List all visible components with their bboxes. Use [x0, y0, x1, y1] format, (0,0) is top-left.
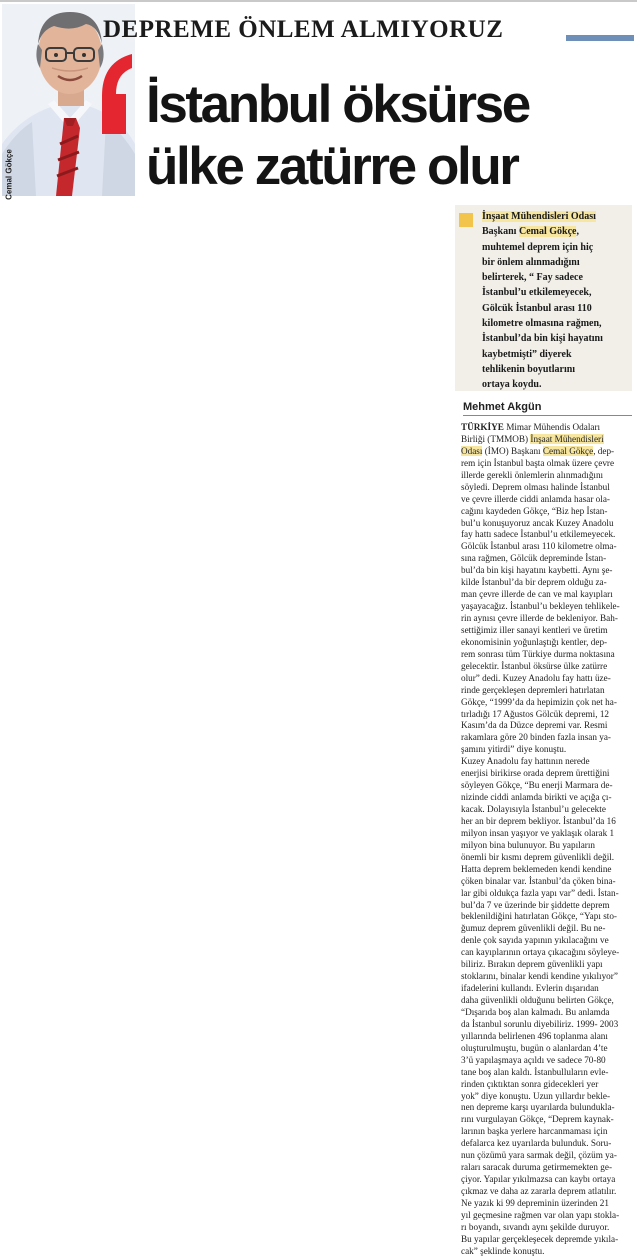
- summary-lines: [482, 240, 628, 393]
- headline: [146, 74, 636, 198]
- summary-line: Gölcük İstanbul arası 110: [482, 302, 592, 314]
- body-line: rinde gerçekleşen depremleri hatırlatan: [461, 684, 605, 695]
- body-line: tırladığı 17 Ağustos Gölcük depremi, 12: [461, 708, 610, 719]
- summary-line: kilometre olmasına rağmen,: [482, 318, 602, 330]
- body-line: man çevre illerde de can ve mal kayıpları: [461, 589, 613, 600]
- body-line: rakamlara göre 20 binden fazla insan ya-: [461, 732, 611, 743]
- body-line: Bu yapılar gerçekleşecek depremde yıkıla-: [461, 1233, 619, 1244]
- body-line: Odası (İMO) Başkanı Cemal Gökçe, dep-: [461, 445, 615, 456]
- body-line: denle çok sayıda yapının yıkılacağını ve: [461, 935, 609, 946]
- body-lines: [461, 458, 631, 1258]
- body-line: rem için İstanbul başta olmak üzere çevre: [461, 457, 615, 468]
- body-line: enerjisi birikirse orada deprem ürettiğini: [461, 768, 610, 779]
- body-line: rı boyandı, sıvandı aynı şekilde duruyor.: [461, 1221, 610, 1232]
- body-line: Gölcük İstanbul arası 110 kilometre olma-: [461, 541, 617, 552]
- summary-line: muhtemel deprem için hiç: [482, 241, 594, 253]
- body-line: da İstanbul sorunlu diyebiliriz. 1999- 2003: [461, 1018, 619, 1029]
- body-line: önemli bir kısmı deprem güvenlikli değil.: [461, 851, 615, 862]
- body-line: olur” dedi. Kuzey Anadolu fay hattı üze-: [461, 672, 611, 683]
- body-line: rinden çıktıktan sonra gidecekleri yer: [461, 1078, 599, 1089]
- body-line: nen depreme karşı uyarılarda bulundukla-: [461, 1102, 615, 1113]
- body-line: settiğimiz iller sanayi kentleri ve üretim: [461, 624, 608, 635]
- body-line: oluşturulmuştu, bugün o alanlardan 4’te: [461, 1042, 608, 1053]
- body-line: cağını kaydeden Gökçe, “Biz hep İstan-: [461, 505, 608, 516]
- body-line: milyon insan yaşıyor ve yaklaşık olarak 1: [461, 827, 615, 838]
- summary-line: kaybetmişti” diyerek: [482, 348, 572, 360]
- photo-credit: Cemal Gökçe: [4, 149, 14, 200]
- body-line: yaşayacağız. İstanbul’u bekleyen tehlikele-: [461, 601, 620, 612]
- kicker-title: DEPREME ÖNLEM ALMIYORUZ: [103, 16, 504, 43]
- body-line: tane boş alan kaldı. İstanbulluların evle-: [461, 1066, 609, 1077]
- body-line: kacak. Dolayısıyla İstanbul’u gelecekte: [461, 804, 606, 814]
- body-line: bul’da 7 ve üzerinde bir şiddette deprem: [461, 899, 610, 910]
- body-line: kilde İstanbul’da bir deprem olduğu za-: [461, 577, 607, 588]
- body-line: Hatta deprem beklemeden kendi kendine: [461, 863, 612, 874]
- body-line: Birliği (TMMOB) İnşaat Mühendisleri: [461, 433, 604, 444]
- body-line: yok” diye konuştu. Uzun yıllardır bekle-: [461, 1090, 611, 1101]
- body-line: biliriz. Bırakın deprem güvenlikli yapı: [461, 959, 603, 970]
- summary-line: tehlikenin boyutlarını: [482, 363, 576, 375]
- body-line: TÜRKİYE Mimar Mühendis Odaları: [461, 422, 601, 432]
- byline-rule: [463, 415, 632, 416]
- body-line: milyon bina bulunuyor. Bu yapıların: [461, 839, 595, 850]
- body-line: şamını yitirdi” diye konuştu.: [461, 744, 567, 755]
- body-line: bul’da bin kişi hayatını kaybetti. Aynı şe-: [461, 565, 613, 576]
- body-line: defalarca kez uyarılarda bulunduk. Soru-: [461, 1138, 612, 1149]
- summary-text: [482, 209, 628, 393]
- body-line: gelecektir. İstanbul öksürse ülke zatürre: [461, 660, 608, 671]
- body-line: “Dışarıda boş alan kalmadı. Bu anlamda: [461, 1006, 610, 1017]
- summary-line: bir önlem alınmadığını: [482, 256, 580, 268]
- body-line: rem sonrası tüm Türkiye durma noktasına: [461, 648, 615, 659]
- summary-org: İnşaat Mühendisleri Odası: [482, 211, 596, 222]
- body-line: ifadelerini kullandı. Evlerin dışarıdan: [461, 983, 599, 994]
- body-line: Gökçe, “1999’da da hepimizin çok net ha-: [461, 696, 617, 707]
- headline-line-2: ülke zatürre olur: [146, 137, 518, 196]
- body-line: daha güvenlikli olduğunu belirten Gökçe,: [461, 995, 614, 1005]
- body-line: illerde gerekli önlemlerin alınmadığını: [461, 469, 604, 480]
- summary-person: Cemal Gökçe: [518, 226, 577, 238]
- body-line: Kasım’da da Düzce depremi var. Resmi: [461, 720, 608, 731]
- body-line: 3’ü yapılaşmaya açıldı ve sadece 70-80: [461, 1054, 606, 1065]
- body-line: ekonomisinin yoğunlaştığı kentler, dep-: [461, 636, 608, 647]
- body-line: cak” şeklinde konuştu.: [461, 1245, 545, 1256]
- body-line: fay hattı sadece İstanbul’u etkilemeyecek.: [461, 529, 616, 540]
- body-line: rin aynısı çevre illerde de bekleniyor. Bah-: [461, 613, 618, 623]
- body-line: çiyor. Yapılar yıkılmazsa can kaybı ortaya: [461, 1174, 616, 1185]
- article-body: [461, 422, 631, 1258]
- headline-line-1: İstanbul öksürse: [146, 75, 529, 134]
- body-line: raları saracak duruma getirmemekten ge-: [461, 1162, 613, 1173]
- summary-line: İstanbul’u etkilemeyecek,: [482, 287, 592, 299]
- body-line: ğumuz deprem güvenlikli değil. Bu ne-: [461, 923, 606, 934]
- quote-mark-icon: [98, 50, 134, 145]
- body-line: yıl geçmesine rağmen var olan yapı stokla-: [461, 1209, 620, 1220]
- dateline: TÜRKİYE: [461, 422, 504, 432]
- body-line: yıllarında belirlenen 496 toplanma alanı: [461, 1030, 608, 1041]
- body-line: söyledi. Deprem olması halinde İstanbul: [461, 481, 610, 492]
- top-rule: [0, 0, 637, 2]
- body-line: sına rağmen, Gölcük depreminde İstan-: [461, 553, 607, 564]
- body-line: bul’u konuşuyoruz ancak Kuzey Anadolu: [461, 517, 614, 528]
- body-line: nizinde ciddi anlamda birikti ve açığa çı-: [461, 792, 612, 803]
- body-line: larının başka yerlere harcanmaması için: [461, 1126, 608, 1137]
- body-line: Ne yazık ki 99 depreminin üzerinden 21: [461, 1197, 609, 1208]
- summary-line: [482, 209, 628, 224]
- body-line: çöken binalar var. İstanbul’da çöken bina-: [461, 875, 616, 886]
- byline: Mehmet Akgün: [463, 401, 542, 413]
- body-line: her an bir deprem bekliyor. İstanbul’da 16: [461, 815, 616, 826]
- body-line: stoklarını, binalar kendi kendine yıkılıyor”: [461, 971, 618, 982]
- body-line: beklenildiğini hatırlatan Gökçe, “Yapı sto-: [461, 911, 617, 922]
- summary-line: İstanbul’da bin kişi hayatını: [482, 333, 603, 345]
- body-line: can kayıplarının ortaya çıkacağını söyleye-: [461, 947, 620, 958]
- summary-line: belirterek, “ Fay sadece: [482, 272, 583, 284]
- body-line: çıkmaz ve daha az zararla deprem atlatılır.: [461, 1186, 617, 1196]
- body-line: rını vurgulayan Gökçe, “Deprem kaynak-: [461, 1114, 614, 1125]
- body-line: ve çevre illerde ciddi anlamda hasar ola-: [461, 493, 610, 504]
- body-line: lar gibi oldukça fazla yapı var” dedi. İstan-: [461, 887, 619, 898]
- summary-line: ortaya koydu.: [482, 379, 542, 391]
- body-line: söyleyen Gökçe, “Bu enerji Marmara de-: [461, 780, 613, 791]
- summary-line: Başkanı Cemal Gökçe,: [482, 226, 579, 238]
- kicker-accent-bar: [566, 35, 634, 41]
- summary-bullet-square: [459, 213, 473, 227]
- body-line: Kuzey Anadolu fay hattının nerede: [461, 756, 590, 767]
- body-line: nun çözümü yara sarmak değil, çözüm ya-: [461, 1150, 617, 1161]
